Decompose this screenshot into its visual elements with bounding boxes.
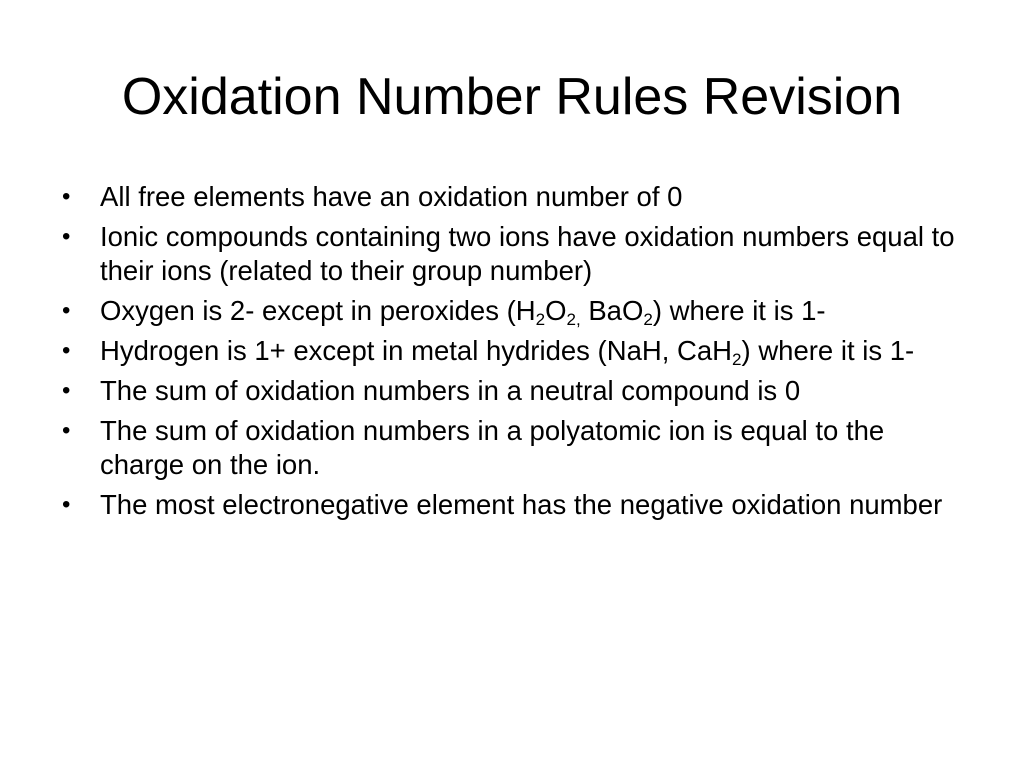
bullet-item [58, 414, 973, 482]
text-segment: The sum of oxidation numbers in a polyatomic ion is equal to the charge on the ion. [100, 415, 885, 480]
subscript: 2 [732, 349, 742, 369]
bullet-marker: • [62, 377, 71, 404]
bullet-text [100, 415, 884, 480]
bullet-marker: • [62, 337, 71, 364]
slide-title: Oxidation Number Rules Revision [121, 68, 903, 126]
text-segment: ) where it is 1- [652, 295, 826, 326]
bullet-item [58, 220, 973, 288]
text-segment: O [545, 295, 567, 326]
bullet-marker: • [62, 183, 71, 210]
text-segment: The sum of oxidation numbers in a neutral compound is 0 [100, 375, 801, 406]
text-segment: The most electronegative element has the negative oxidation number [100, 489, 943, 520]
text-segment: Hydrogen is 1+ except in metal hydrides (NaH, CaH [100, 335, 733, 366]
bullet-text [100, 489, 942, 520]
subscript: 2 [643, 309, 653, 329]
bullet-item [58, 180, 973, 214]
bullet-item [58, 334, 973, 368]
text-segment: BaO [580, 295, 644, 326]
bullet-marker: • [62, 223, 71, 250]
bullet-text [100, 335, 915, 369]
subscript: 2, [566, 309, 581, 329]
bullet-text [100, 221, 955, 286]
text-segment: All free elements have an oxidation number of 0 [100, 181, 683, 212]
bullet-item [58, 374, 973, 408]
subscript: 2 [535, 309, 546, 329]
text-segment: ) where it is 1- [741, 335, 915, 366]
text-segment: Oxygen is 2- except in peroxides (H [100, 295, 536, 326]
bullet-text [100, 375, 800, 406]
bullet-marker: • [62, 417, 71, 444]
bullet-text [100, 295, 826, 329]
bullet-item [58, 488, 973, 522]
bullet-marker: • [62, 297, 71, 324]
text-segment: Ionic compounds containing two ions have oxidation numbers equal to their ions (related to their group number) [100, 221, 955, 286]
bullet-item [58, 294, 973, 328]
bullet-text [100, 181, 682, 212]
bullet-marker: • [62, 491, 71, 518]
bullet-list [58, 180, 973, 528]
